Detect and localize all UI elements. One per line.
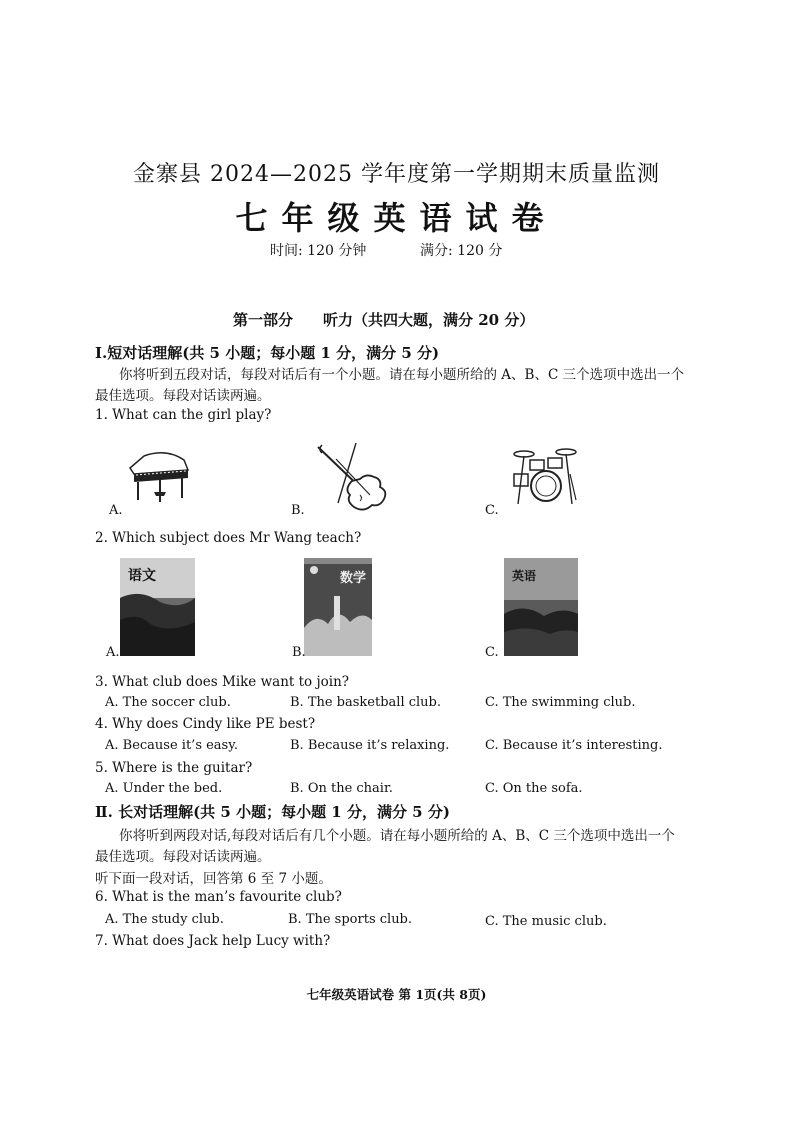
part-desc: 听力（共四大题，满分 20 分） [323,311,535,329]
section2-instr-1: 你将听到两段对话,每段对话后有几个小题。请在每小题所给的 A、B、C 三个选项中选出一个 [119,828,675,844]
q2-option-c: C. [485,645,499,660]
q5-option-b: B. On the chair. [290,781,393,796]
q6-option-c: C. The music club. [485,914,607,929]
q4-option-b: B. Because it’s relaxing. [290,738,450,753]
q6-option-a: A. The study club. [105,912,224,927]
q3-text: 3. What club does Mike want to join? [95,674,350,690]
drum-kit-icon [510,444,580,506]
exam-subtitle: 七年级英语试卷 [235,199,558,237]
book-b-title: 数学 [340,571,367,586]
q1-option-b: B. [291,503,305,518]
page-footer: 七年级英语试卷 第 1页(共 8页) [306,987,487,1002]
q6-text: 6. What is the man’s favourite club? [95,889,342,905]
part-name: 第一部分 [233,311,294,329]
q5-text: 5. Where is the guitar? [95,760,253,776]
q6-option-b: B. The sports club. [288,912,413,927]
q3-option-b: B. The basketball club. [290,695,442,710]
q4-option-c: C. Because it’s interesting. [485,738,663,753]
q5-option-c: C. On the sofa. [485,781,583,796]
book-c-title: 英语 [512,569,537,583]
math-textbook-image [304,558,372,656]
exam-time: 时间: 120 分钟 [270,243,367,259]
violin-icon [316,443,392,513]
exam-title: 金寨县 2024—2025 学年度第一学期期末质量监测 [133,162,660,187]
english-textbook-image [504,558,578,656]
q1-option-c: C. [485,503,499,518]
book-a-title: 语文 [128,568,156,584]
chinese-textbook-image [120,558,195,656]
section2-instr-2: 最佳选项。每段对话读两遍。 [95,849,271,865]
q4-text: 4. Why does Cindy like PE best? [95,716,316,732]
q3-option-a: A. The soccer club. [105,695,231,710]
listen-prompt: 听下面一段对话，回答第 6 至 7 小题。 [95,871,332,887]
part-heading [233,309,534,330]
q2-option-a: A. [106,645,120,660]
q2-option-b: B. [292,645,306,660]
q4-option-a: A. Because it’s easy. [105,738,238,753]
q1-option-a: A. [109,503,123,518]
section2-heading: Ⅱ. 长对话理解(共 5 小题；每小题 1 分，满分 5 分) [95,803,450,821]
q7-text: 7. What does Jack help Lucy with? [95,933,331,949]
q1-text: 1. What can the girl play? [95,407,272,423]
q3-option-c: C. The swimming club. [485,695,636,710]
section1-instr-1: 你将听到五段对话，每段对话后有一个小题。请在每小题所给的 A、B、C 三个选项中选出一个 [119,367,685,383]
section1-heading: Ⅰ.短对话理解(共 5 小题；每小题 1 分，满分 5 分) [95,344,440,362]
q2-text: 2. Which subject does Mr Wang teach? [95,530,362,546]
piano-icon [126,450,192,506]
q5-option-a: A. Under the bed. [105,781,223,796]
exam-score: 满分: 120 分 [420,243,503,259]
section1-instr-2: 最佳选项。每段对话读两遍。 [95,388,271,404]
